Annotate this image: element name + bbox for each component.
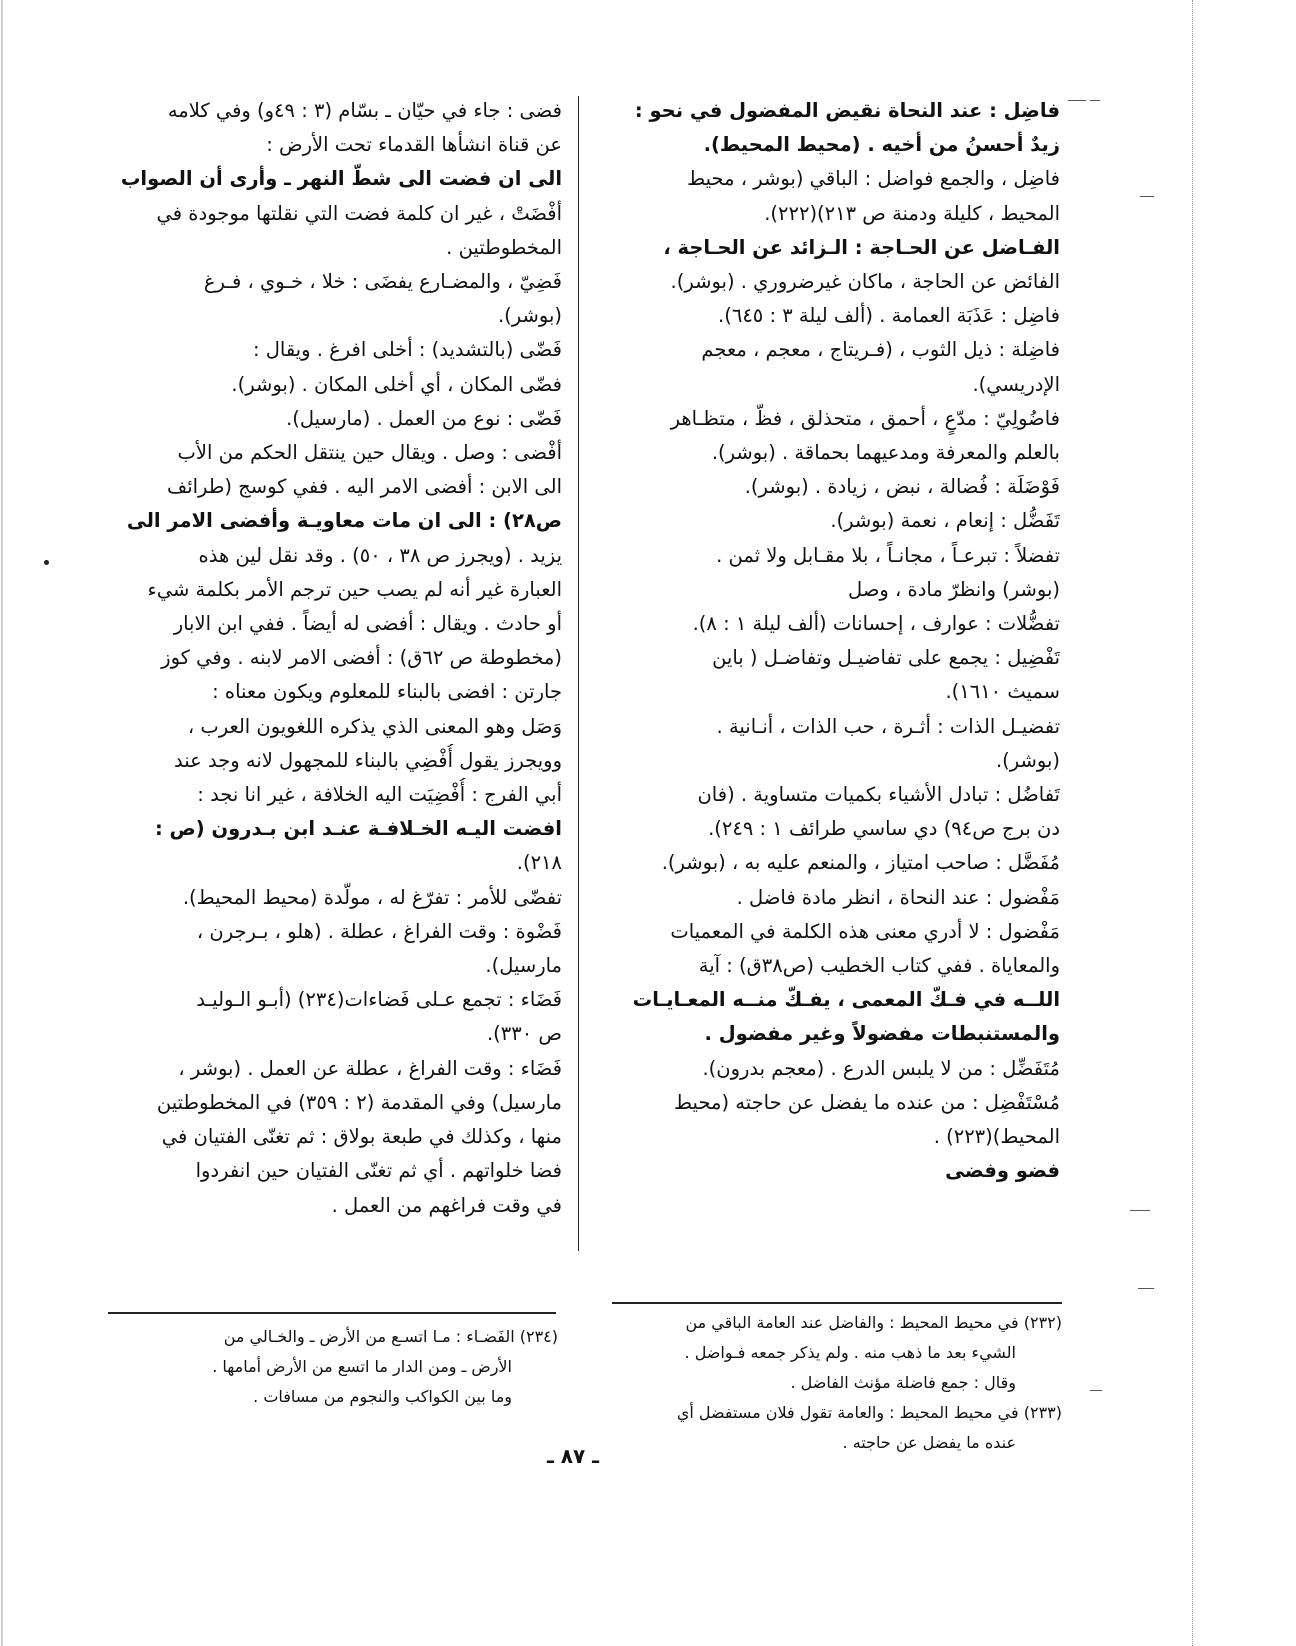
- column-divider: [578, 96, 579, 1251]
- entry-line: تَفْضِيل : يجمع على تفاضيـل وتفاضـل ( باين: [712, 646, 1060, 670]
- right-column: [590, 94, 1060, 1189]
- entry-line: (مخطوطة ص ٦٢ق) : أفضى الامر لابنه . وفي كوز: [161, 646, 562, 670]
- entry-line: مُسْتَفْضِل : من عنده ما يفضل عن حاجته (محيط: [674, 1090, 1060, 1114]
- entry-line: (بوشر).: [995, 748, 1060, 772]
- entry-line: جارتن : افضى بالبناء للمعلوم ويكون معناه :: [212, 680, 562, 704]
- footnote-line: وما بين الكواكب والنجوم من مسافات .: [253, 1387, 512, 1406]
- entry-line: فضى : جاء في حيّان ـ بسّام (٣ : ٤٩و) وفي كلامه: [167, 99, 562, 122]
- entry-line: الى الابن : أفضى الامر اليه . ففي كوسج (طرائف: [167, 475, 562, 499]
- entry-line: فضّى المكان ، أي أخلى المكان . (بوشر).: [231, 372, 562, 396]
- entry-line: المحيط)(٢٢٣) .: [933, 1125, 1060, 1149]
- margin-line: [1192, 0, 1194, 1646]
- entry-line: فاضِل ، والجمع فواضل : الباقي (بوشر ، محيط: [687, 167, 1060, 191]
- entry-line: فاضِل : عَذَبَة العمامة . (ألف ليلة ٣ : ٦٤٥).: [718, 304, 1060, 328]
- entry-line: عن قناة انشأها القدماء تحت الأرض :: [266, 133, 562, 157]
- margin-mark: [1068, 100, 1086, 101]
- entry-line: (بوشر) وانظرّ مادة ، وصل: [848, 577, 1060, 601]
- margin-mark: [1138, 1288, 1154, 1289]
- scan-edge: [1, 0, 3, 1646]
- entry-line: مُتَفَضِّل : من لا يلبس الدرع . (معجم بدرون).: [702, 1056, 1060, 1080]
- entry-line: ص٢٨) : الى ان مات معاويـة وأفضى الامر الى: [126, 509, 562, 533]
- entry-line: تفضيـل الذات : أثـرة ، حب الذات ، أنـانية .: [716, 714, 1060, 738]
- footnote-line: وقال : جمع فاضلة مؤنث الفاضل .: [790, 1373, 1016, 1392]
- entry-line: ص ٣٣٠).: [486, 1022, 562, 1046]
- entry-line: مارسيل).: [485, 954, 562, 978]
- entry-line: في وقت فراغهم من العمل .: [331, 1193, 562, 1217]
- entry-line: المخطوطتين .: [446, 235, 562, 259]
- entry-line: الفائض عن الحاجة ، ماكان غيرضروري . (بوشر).: [670, 270, 1060, 294]
- entry-line: وَصَل وهو المعنى الذي يذكره اللغويون العرب ،: [187, 714, 562, 738]
- entry-line: الإدريسي).: [972, 372, 1060, 396]
- margin-mark: [1130, 1210, 1150, 1211]
- entry-line: فاضِل : عند النحاة نقيض المفضول في نحو :: [634, 99, 1060, 122]
- entry-line: العبارة غير أنه لم يصب حين ترجم الأمر بكلمة شيء: [147, 577, 562, 601]
- entry-line: تفضّى للأمر : تفرّغ له ، مولّدة (محيط المحيط).: [182, 885, 562, 909]
- entry-line: أبي الفرج : أُفْضِيَت اليه الخلافة ، غير انا نجد :: [197, 783, 562, 807]
- entry-line: وويجرز يقول أُفْضِي بالبناء للمجهول لانه وجد عند: [174, 748, 562, 772]
- entry-line: فَوْضَلَة : فُضالة ، نبض ، زيادة . (بوشر).: [744, 475, 1060, 499]
- entry-line: فَضّى (بالتشديد) : أخلى افرغ . ويقال :: [252, 338, 562, 362]
- entry-line: فَضْوة : وقت الفراغ ، عطلة . (هلو ، بـرجرن ،: [196, 919, 562, 943]
- entry-line: مَفْضول : عند النحاة ، انظر مادة فاضل .: [736, 885, 1060, 909]
- footnote-line: الأرض ـ ومن الدار ما اتسع من الأرض أمامها .: [212, 1357, 512, 1376]
- entry-line: اللــه في فـكّ المعمى ، يفـكّ منــه المعـايـات: [632, 988, 1060, 1012]
- footnote-line: (٢٣٤) الفَضـاء : مـا اتسـع من الأرض ـ والخـالي من: [223, 1327, 558, 1346]
- entry-line: والمعاياة . ففي كتاب الخطيب (ص٣٨ق) : آية: [698, 954, 1060, 978]
- entry-line: فاضِلة : ذيل الثوب ، (فـريتاج ، معجم ، معجم: [701, 338, 1060, 362]
- entry-line: أفْضى : وصل . ويقال حين ينتقل الحكم من الأب: [177, 441, 562, 465]
- entry-line: فضا خلواتهم . أي ثم تغنّى الفتيان حين انفردوا: [195, 1159, 562, 1183]
- footnotes-right: [612, 1308, 1062, 1458]
- entry-line: بالعلم والمعرفة ومدعيهما بحماقة . (بوشر).: [711, 441, 1060, 465]
- margin-dot: [44, 560, 49, 565]
- footnote-line: (٢٣٢) في محيط المحيط : والفاضل عند العامة الباقي من: [685, 1313, 1062, 1332]
- entry-line: الفـاضل عن الحـاجة : الـزائد عن الحـاجة ،: [663, 235, 1060, 259]
- entry-line: تَفاضُل : تبادل الأشياء بكميات متساوية . (فان: [697, 783, 1060, 807]
- entry-line: تفضُّلات : عوارف ، إحسانات (ألف ليلة ١ : ٨).: [692, 612, 1060, 636]
- entry-line: المحيط ، كليلة ودمنة ص ٢١٣)(٢٢٢).: [764, 201, 1060, 225]
- entry-line: فَضِيّ ، والمضـارع يفضَى : خلا ، خـوي ، فـرغ: [203, 270, 562, 294]
- margin-mark: [1090, 100, 1100, 101]
- footnote-rule-left: [108, 1312, 556, 1314]
- entry-line: الى ان فضت الى شطّ النهر ـ وأرى أن الصواب: [120, 167, 562, 191]
- entry-line: فَضَاء : وقت الفراغ ، عطلة عن العمل . (بوشر ،: [178, 1056, 562, 1080]
- entry-line: فَضّى : نوع من العمل . (مارسيل).: [286, 406, 562, 430]
- entry-line: تفضلاً : تبرعـاً ، مجانـاً ، بلا مقـابل ولا ثمن .: [716, 543, 1060, 567]
- entry-line: والمستنبطات مفضولاً وغير مفضول .: [704, 1022, 1060, 1046]
- page-number: ـ ٨٧ ـ: [546, 1444, 600, 1468]
- entry-line: افضت اليـه الخـلافـة عنـد ابن بـدرون (ص :: [154, 817, 562, 841]
- entry-line: مَفْضول : لا أدري معنى هذه الكلمة في المعميات: [670, 919, 1060, 943]
- margin-mark: [1140, 196, 1154, 197]
- footnote-line: (٢٣٣) في محيط المحيط : والعامة تقول فلان مستفضل أي: [676, 1403, 1062, 1422]
- entry-line: زيدٌ أحسنُ من أخيه . (محيط المحيط).: [703, 133, 1060, 157]
- entry-line: منها ، وكذلك في طبعة بولاق : ثم تغنّى الفتيان في: [161, 1125, 562, 1149]
- footnotes-left: [108, 1322, 558, 1412]
- footnote-line: الشيء بعد ما ذهب منه . ولم يذكر جمعه فـواضل .: [684, 1343, 1016, 1362]
- entry-line: فضو وفضى: [945, 1159, 1060, 1183]
- footnote-rule-right: [612, 1302, 1062, 1304]
- entry-line: مُفَضَّل : صاحب امتياز ، والمنعم عليه به ، (بوشر).: [661, 851, 1060, 875]
- left-column: [108, 94, 562, 1223]
- margin-mark: [1090, 1390, 1102, 1391]
- entry-line: فاضُولِيّ : مدّعٍ ، أحمق ، متحذلق ، فظّ ، متظـاهر: [670, 406, 1060, 430]
- entry-line: (بوشر).: [497, 304, 562, 328]
- entry-line: يزيد . (ويجرز ص ٣٨ ، ٥٠) . وقد نقل لين هذه: [198, 543, 562, 567]
- footnote-line: عنده ما يفضل عن حاجته .: [842, 1433, 1016, 1452]
- entry-line: مارسيل) وفي المقدمة (٢ : ٣٥٩) في المخطوطتين: [156, 1090, 562, 1114]
- entry-line: دن برج ص٩٤) دي ساسي طرائف ١ : ٢٤٩).: [708, 817, 1060, 841]
- entry-line: أو حادث . ويقال : أفضى له أيضاً . ففي ابن الابار: [173, 612, 562, 636]
- entry-line: ٢١٨).: [516, 851, 562, 875]
- entry-line: فَضَاء : تجمع عـلى فَضاءات(٢٣٤) (أبـو الـوليـد: [196, 988, 562, 1012]
- entry-line: تَفَضُّل : إنعام ، نعمة (بوشر).: [830, 509, 1060, 533]
- entry-line: أفْضَتْ ، غير ان كلمة فضت التي نقلتها موجودة في: [156, 201, 562, 225]
- entry-line: سميث ١٦١٠).: [945, 680, 1060, 704]
